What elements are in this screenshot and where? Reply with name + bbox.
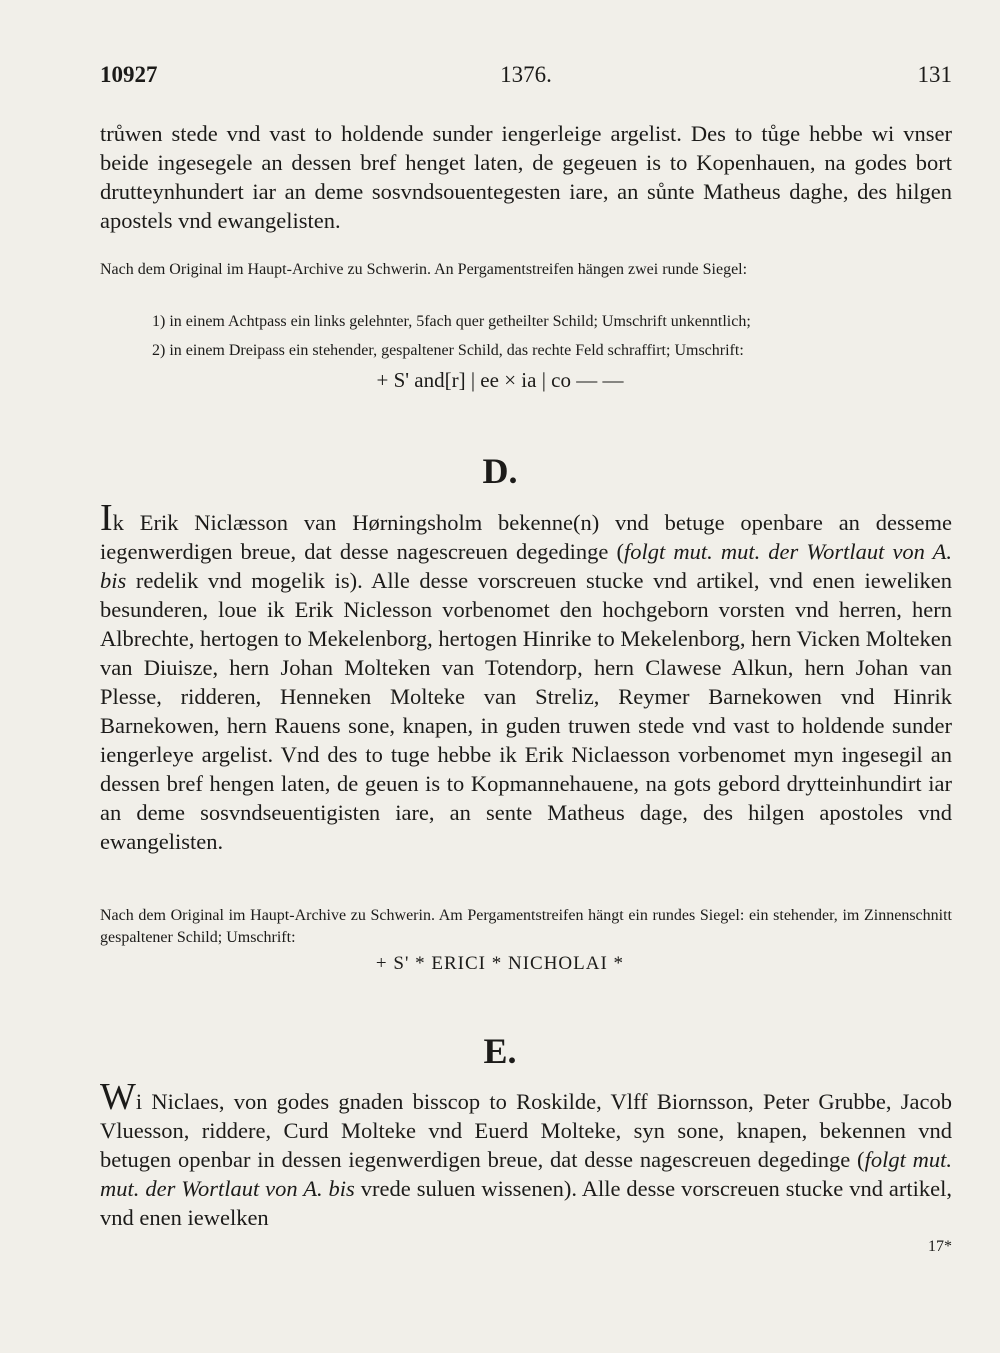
seal-description-2: 2) in einem Dreipass ein stehender, gespaltener Schild, das rechte Feld schraffirt; Umschrift: [152, 342, 744, 359]
document-number: 10927 [100, 62, 158, 87]
signature-mark: 17* [928, 1238, 952, 1255]
archive-note-d: Nach dem Original im Haupt-Archive zu Schwerin. Am Pergamentstreifen hängt ein rundes Siegel: ein stehender, im Zinnenschnitt gespaltener Schild; Umschrift: [100, 907, 952, 946]
section-heading-e: E. [483, 1031, 517, 1071]
section-d-initial: I [100, 497, 113, 539]
section-d-text: Ik Erik Niclæsson van Hørningsholm bekenne(n) vnd betuge openbare an desseme iegenwerdigen breue, dat desse nagescreuen degedinge (folgt mut. mut. der Wortlaut von A. bis redelik vnd mogelik is). Alle desse vorscreuen stucke vnd artikel, vnd enen ieweliken besunderen, loue ik Erik Niclesson vorbenomet den hochgeborn vorsten vnd herren, hern Albrechte, hertogen to Mekelenborg, hertogen Hinrike to Mekelenborg, hern Vicken Molteken van Diuisze, hern Johan Molteken van Totendorp, hern Clawese Alkun, hern Johan van Plesse, ridderen, Henneken Molteke van Streliz, Reymer Barnekowen vnd Hinrik Barnekowen, hern Rauens sone, knapen, in guden truwen stede vnd vast to holdende sunder iengerleye argelist. Vnd des to tuge hebbe ik Erik Niclaesson vorbenomet myn ingesegil an dessen bref hengen laten, de geuen is to Kopmannehauene, na gots gebord drytteinhundirt iar an deme sosvndseuentigisten iare, an sente Matheus dage, des hilgen apostoles vnd ewangelisten. [100, 497, 952, 854]
header-year: 1376. [500, 62, 552, 87]
seal-legend-d: + S' * ERICI * NICHOLAI * [375, 953, 625, 974]
archive-note-c: Nach dem Original im Haupt-Archive zu Schwerin. An Pergamentstreifen hängen zwei runde Siegel: [100, 261, 748, 278]
editorial-note-e: folgt mut. mut. der Wortlaut von A. bis [100, 1147, 952, 1201]
section-heading-d: D. [482, 451, 518, 491]
section-c-closing-text: trůwen stede vnd vast to holdende sunder iengerleige argelist. Des to tůge hebbe wi vnser beide ingesegele an dessen bref henget laten, de gegeuen is to Kopenhauen, na godes bort drutteynhundert iar an deme sosvndsouentegesten iare, an sůnte Matheus daghe, des hilgen apostels vnd ewangelisten. [100, 121, 952, 233]
seal-description-1: 1) in einem Achtpass ein links gelehnter, 5fach quer getheilter Schild; Umschrift unkenntlich; [152, 313, 751, 330]
seal-legend-c: + S' and[r] | ee × ia | co — — [376, 368, 624, 392]
section-e-text: Wi Niclaes, von godes gnaden bisscop to Roskilde, Vlff Biornsson, Peter Grubbe, Jacob Vluesson, riddere, Curd Molteke vnd Euerd Molteke, syn sone, knapen, bekennen vnd betugen openbar in dessen iegenwerdigen breue, dat desse nagescreuen degedinge (folgt mut. mut. der Wortlaut von A. bis vrede suluen wissenen). Alle desse vorscreuen stucke vnd artikel, vnd enen iewelken [100, 1076, 953, 1230]
page-header [100, 62, 952, 92]
editorial-note-d: folgt mut. mut. der Wortlaut von A. bis [100, 539, 952, 593]
page-number: 131 [917, 62, 952, 87]
section-e-initial: W [100, 1076, 136, 1118]
